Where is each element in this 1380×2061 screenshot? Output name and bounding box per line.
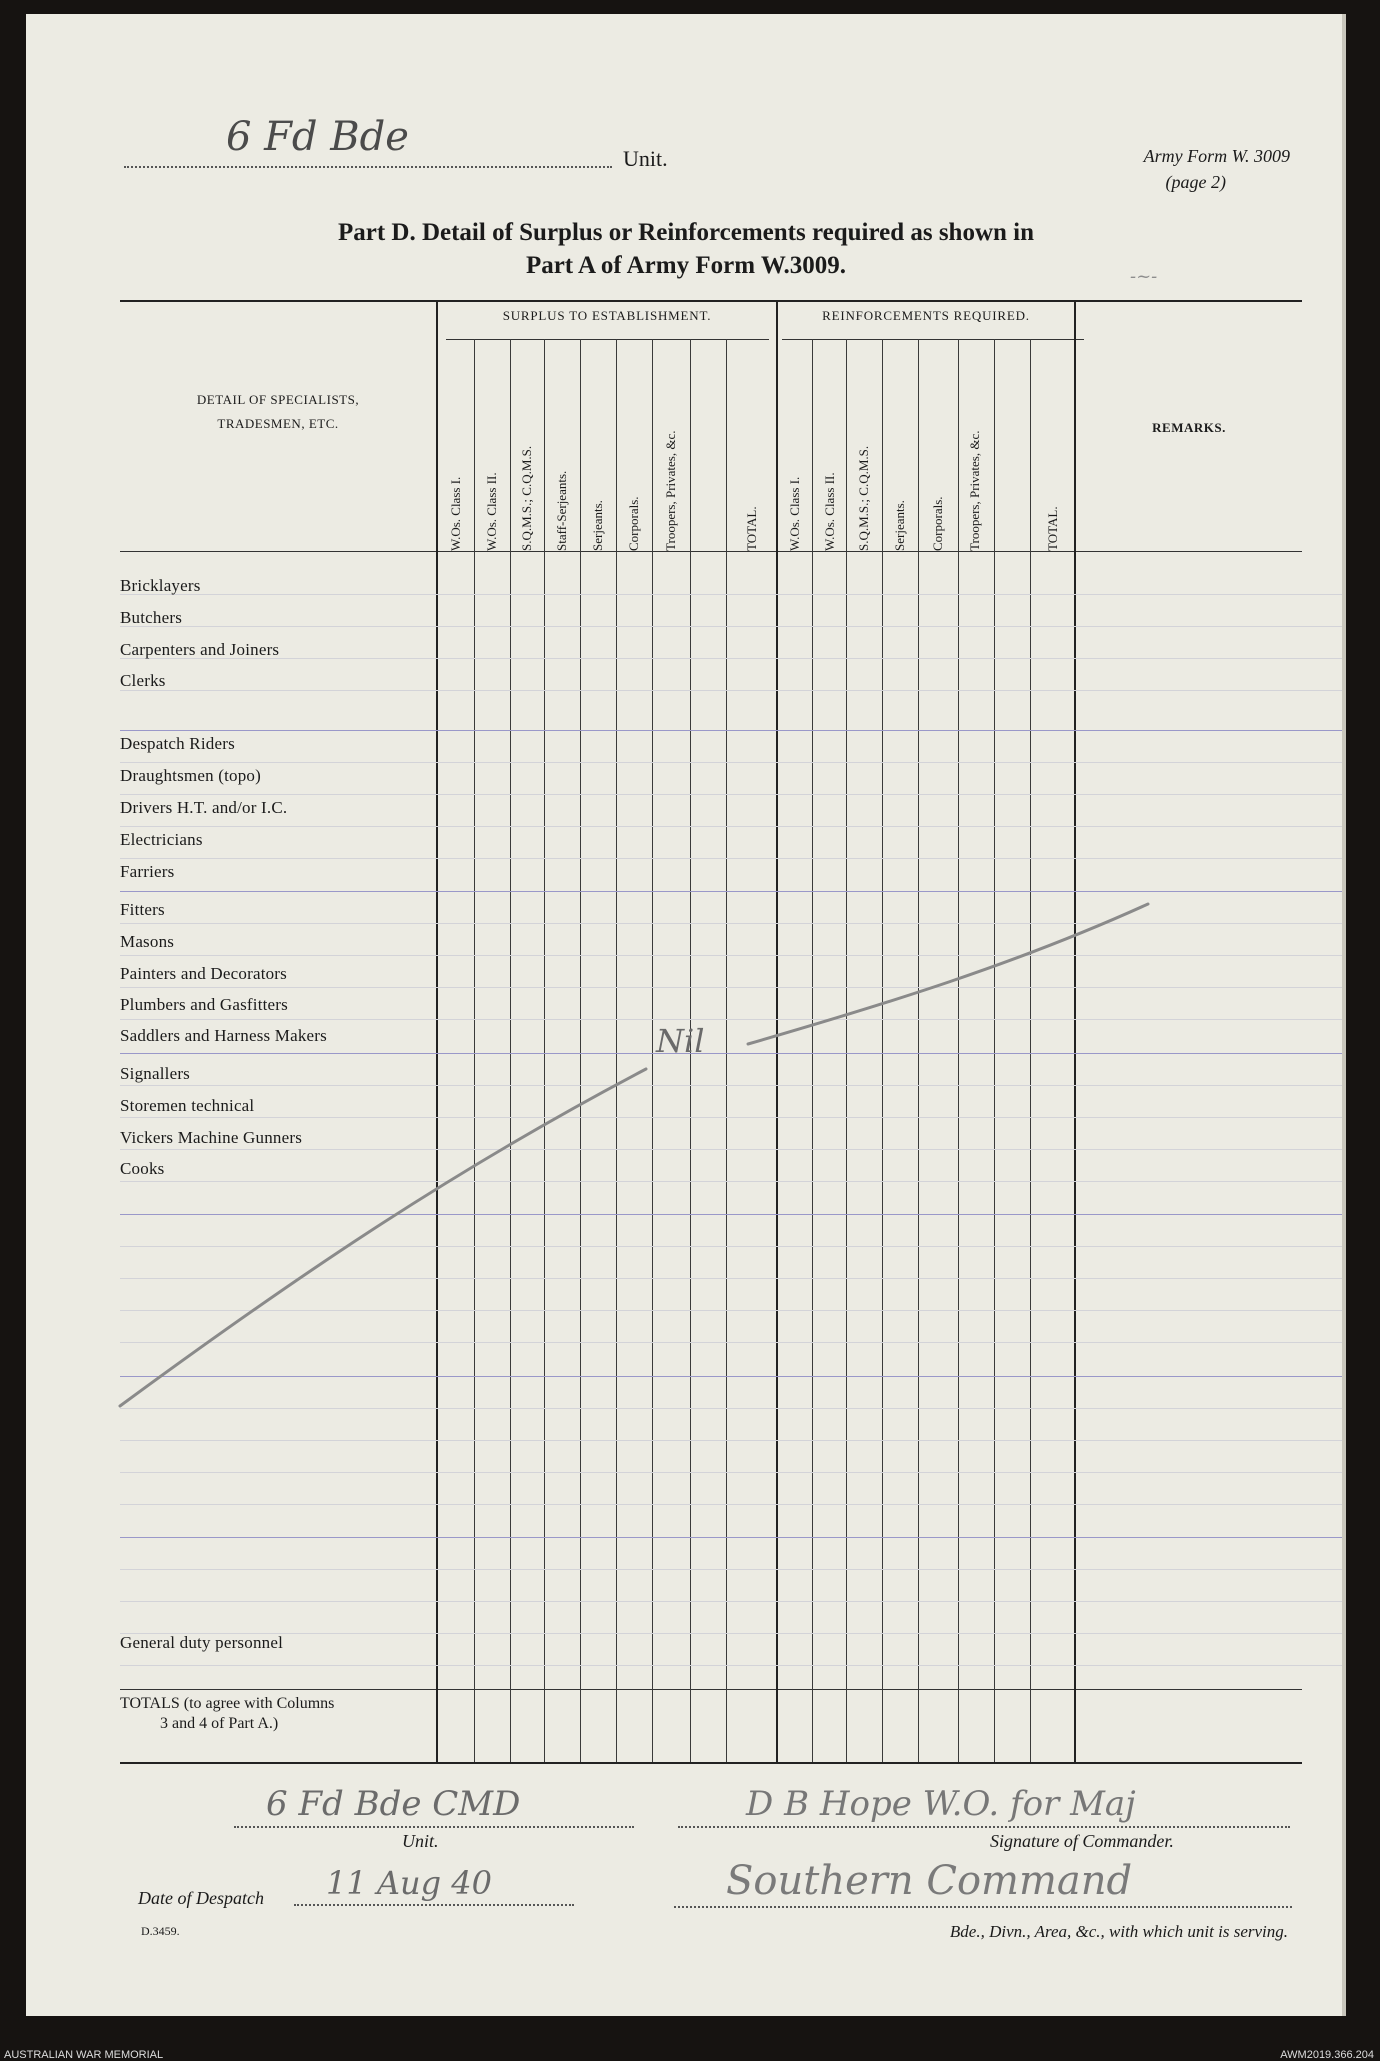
col-header-text: Corporals.: [626, 496, 641, 551]
col-header-text: W.Os. Class II.: [822, 472, 837, 551]
nil-annotation: Nil: [656, 1022, 705, 1060]
detail-header-line1: DETAIL OF SPECIALISTS,: [196, 392, 360, 407]
form-name: Army Form W. 3009: [1143, 146, 1290, 166]
row-label: Masons: [120, 932, 175, 951]
row-label: Cooks: [120, 1159, 165, 1178]
despatch-line: [294, 1904, 574, 1906]
row-label: Storemen technical: [120, 1096, 255, 1115]
row-label: Butchers: [120, 608, 183, 627]
pencil-mark: -~-: [1130, 266, 1158, 287]
command-label: Bde., Divn., Area, &c., with which unit is serving.: [949, 1922, 1288, 1941]
col-header-text: Troopers, Privates, &c.: [967, 430, 982, 551]
surplus-header: SURPLUS TO ESTABLISHMENT.: [502, 308, 712, 323]
row-label: Clerks: [120, 671, 166, 690]
unit-handwritten: 6 Fd Bde: [226, 114, 409, 160]
col-header-text: S.Q.M.S.; C.Q.M.S.: [519, 445, 534, 551]
row-label: Farriers: [120, 862, 175, 881]
form-page: [26, 14, 1346, 2016]
signature-handwritten: D B Hope W.O. for Maj: [746, 1784, 1136, 1824]
col-header-text: Corporals.: [930, 496, 945, 551]
archive-credit-left: AUSTRALIAN WAR MEMORIAL: [4, 2049, 164, 2061]
row-label: Carpenters and Joiners: [120, 640, 280, 659]
row-label: Signallers: [120, 1064, 190, 1083]
row-label: Bricklayers: [120, 576, 201, 595]
unit-label: Unit.: [623, 146, 668, 171]
archive-credit-right: AWM2019.366.204: [1280, 2049, 1374, 2061]
col-header-text: W.Os. Class II.: [484, 472, 499, 551]
despatch-handwritten: 11 Aug 40: [326, 1864, 492, 1902]
form-title-line2: Part A of Army Form W.3009.: [525, 252, 847, 279]
row-label: Painters and Decorators: [120, 964, 287, 983]
col-header-text: W.Os. Class I.: [787, 476, 802, 551]
command-line: [674, 1906, 1292, 1908]
col-header-text: TOTAL.: [1045, 506, 1060, 551]
footer-unit-handwritten: 6 Fd Bde CMD: [266, 1784, 521, 1824]
row-label: Plumbers and Gasfitters: [120, 995, 288, 1014]
paper-edge: [1342, 14, 1346, 2016]
col-header-text: Troopers, Privates, &c.: [663, 430, 678, 551]
footer-unit-label: Unit.: [402, 1831, 439, 1851]
row-label: Drivers H.T. and/or I.C.: [120, 798, 288, 817]
despatch-label: Date of Despatch: [138, 1888, 264, 1908]
row-label: Fitters: [120, 900, 165, 919]
footer-unit-line: [234, 1826, 634, 1828]
col-header-text: S.Q.M.S.; C.Q.M.S.: [856, 445, 871, 551]
row-label: Despatch Riders: [120, 734, 235, 753]
general-duty-label: General duty personnel: [120, 1633, 284, 1652]
row-label: Saddlers and Harness Makers: [120, 1026, 327, 1045]
col-header-text: W.Os. Class I.: [448, 476, 463, 551]
command-handwritten: Southern Command: [726, 1858, 1133, 1904]
row-label: Vickers Machine Gunners: [120, 1128, 303, 1147]
nil-pencil-stroke: [26, 14, 1346, 2016]
col-header-text: Serjeants.: [892, 500, 907, 551]
signature-label: Signature of Commander.: [990, 1831, 1174, 1851]
col-header-text: Staff-Serjeants.: [554, 470, 569, 551]
nil-stroke-line: [748, 904, 1148, 1044]
remarks-header: REMARKS.: [1152, 420, 1226, 435]
form-title-line1: Part D. Detail of Surplus or Reinforcements required as shown in: [337, 219, 1035, 246]
detail-header-line2: TRADESMEN, ETC.: [217, 416, 339, 431]
reinforcements-header: REINFORCEMENTS REQUIRED.: [822, 308, 1030, 323]
form-code: D.3459.: [141, 1924, 180, 1938]
signature-line: [678, 1826, 1290, 1828]
totals-line1: TOTALS (to agree with Columns: [120, 1695, 335, 1712]
row-label: Electricians: [120, 830, 203, 849]
row-label: Draughtsmen (topo): [120, 766, 261, 785]
form-page: (page 2): [1165, 172, 1226, 192]
totals-line2: 3 and 4 of Part A.): [160, 1715, 279, 1732]
nil-stroke-line: [120, 1069, 646, 1406]
col-header-text: Serjeants.: [590, 500, 605, 551]
col-header-text: TOTAL.: [744, 506, 759, 551]
